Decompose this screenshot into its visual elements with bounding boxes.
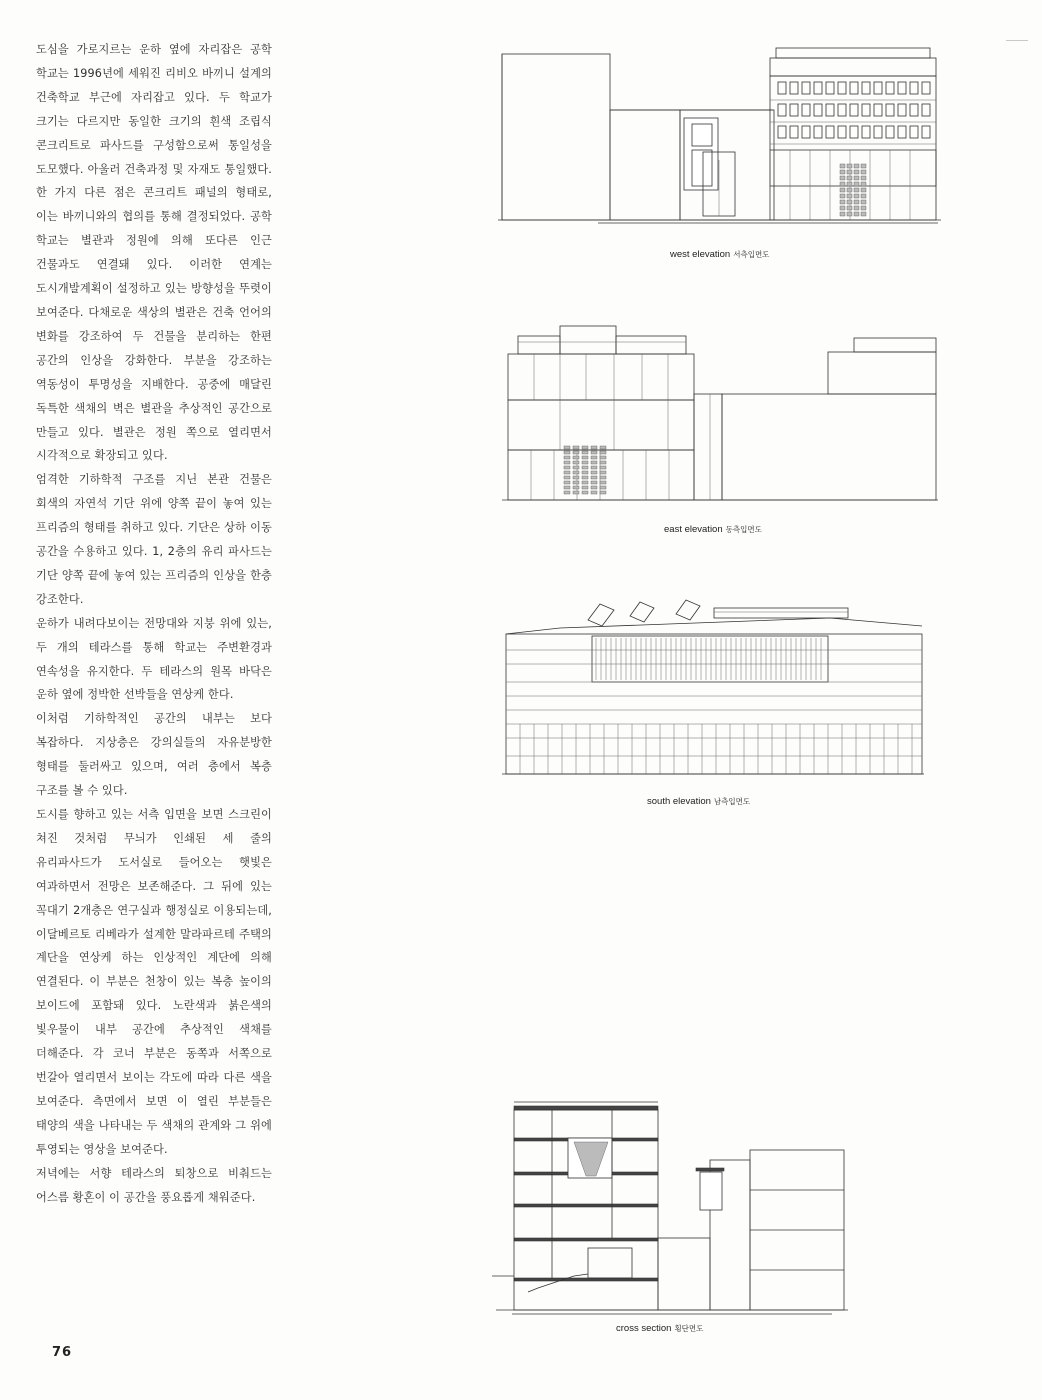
- window: [910, 104, 918, 116]
- print-pattern: [582, 466, 588, 469]
- print-pattern: [582, 491, 588, 494]
- window: [814, 126, 822, 138]
- print-pattern: [854, 206, 859, 210]
- window: [862, 126, 870, 138]
- paragraph-3: 운하가 내려다보이는 전망대와 지붕 위에 있는, 두 개의 테라스를 통해 학교는 주변환경과 연속성을 유지한다. 두 테라스의 원목 바닥은 운하 옆에 정박한 선박들을 연상케 한다.: [36, 616, 272, 702]
- window: [790, 104, 798, 116]
- print-pattern: [591, 491, 597, 494]
- print-pattern: [591, 481, 597, 484]
- print-pattern: [600, 456, 606, 459]
- window: [814, 104, 822, 116]
- window: [850, 126, 858, 138]
- print-pattern: [840, 182, 845, 186]
- window: [922, 104, 930, 116]
- paragraph-6: 저녁에는 서향 테라스의 퇴창으로 비춰드는 어스름 황혼이 이 공간을 풍요롭게 채워준다.: [36, 1166, 272, 1204]
- caption-kr: 서측입면도: [733, 250, 770, 259]
- print-pattern: [600, 461, 606, 464]
- south-elevation-drawing: [500, 598, 925, 778]
- paragraph-4: 이처럼 기하학적인 공간의 내부는 보다 복잡하다. 지상층은 강의실들의 자유분방한 형태를 둘러싸고 있으며, 여러 층에서 복층 구조를 볼 수 있다.: [36, 712, 272, 798]
- edge-mark: [1006, 40, 1028, 41]
- window: [838, 126, 846, 138]
- print-pattern: [847, 194, 852, 198]
- window: [874, 126, 882, 138]
- print-pattern: [582, 476, 588, 479]
- print-pattern: [861, 188, 866, 192]
- print-pattern: [854, 188, 859, 192]
- window: [922, 82, 930, 94]
- print-pattern: [564, 451, 570, 454]
- window: [850, 82, 858, 94]
- print-pattern: [591, 476, 597, 479]
- print-pattern: [840, 200, 845, 204]
- window: [802, 82, 810, 94]
- print-pattern: [854, 194, 859, 198]
- window: [922, 126, 930, 138]
- window: [778, 104, 786, 116]
- print-pattern: [564, 471, 570, 474]
- window: [910, 82, 918, 94]
- print-pattern: [591, 486, 597, 489]
- window: [790, 126, 798, 138]
- caption-en: cross section: [616, 1323, 672, 1334]
- caption-kr: 횡단면도: [674, 1324, 704, 1333]
- print-pattern: [582, 461, 588, 464]
- window: [886, 126, 894, 138]
- caption-kr: 동측입면도: [725, 525, 762, 534]
- print-pattern: [582, 471, 588, 474]
- window: [898, 82, 906, 94]
- print-pattern: [591, 456, 597, 459]
- print-pattern: [564, 486, 570, 489]
- print-pattern: [840, 188, 845, 192]
- window: [862, 82, 870, 94]
- window: [874, 82, 882, 94]
- print-pattern: [854, 200, 859, 204]
- print-pattern: [840, 164, 845, 168]
- print-pattern: [854, 170, 859, 174]
- print-pattern: [847, 164, 852, 168]
- print-pattern: [564, 476, 570, 479]
- print-pattern: [854, 176, 859, 180]
- print-pattern: [840, 212, 845, 216]
- print-pattern: [573, 491, 579, 494]
- window: [826, 126, 834, 138]
- print-pattern: [854, 182, 859, 186]
- print-pattern: [564, 456, 570, 459]
- print-pattern: [591, 451, 597, 454]
- print-pattern: [582, 451, 588, 454]
- print-pattern: [582, 456, 588, 459]
- print-pattern: [861, 200, 866, 204]
- print-pattern: [861, 182, 866, 186]
- print-pattern: [573, 456, 579, 459]
- print-pattern: [600, 481, 606, 484]
- print-pattern: [573, 461, 579, 464]
- print-pattern: [582, 486, 588, 489]
- print-pattern: [600, 466, 606, 469]
- window: [778, 126, 786, 138]
- print-pattern: [847, 176, 852, 180]
- print-pattern: [600, 476, 606, 479]
- print-pattern: [591, 471, 597, 474]
- window: [898, 126, 906, 138]
- print-pattern: [847, 206, 852, 210]
- window: [778, 82, 786, 94]
- print-pattern: [840, 170, 845, 174]
- print-pattern: [600, 451, 606, 454]
- print-pattern: [840, 206, 845, 210]
- body-text-column: [36, 38, 272, 1209]
- window: [814, 82, 822, 94]
- floor-slab: [514, 1278, 658, 1281]
- print-pattern: [861, 176, 866, 180]
- caption-kr: 남측입면도: [713, 797, 751, 806]
- print-pattern: [564, 491, 570, 494]
- print-pattern: [861, 164, 866, 168]
- print-pattern: [847, 170, 852, 174]
- print-pattern: [591, 461, 597, 464]
- print-pattern: [840, 194, 845, 198]
- caption-en: east elevation: [664, 524, 723, 535]
- page-number: 76: [52, 1345, 73, 1360]
- window: [898, 104, 906, 116]
- print-pattern: [564, 446, 570, 449]
- window: [826, 104, 834, 116]
- print-pattern: [847, 188, 852, 192]
- paragraph-5: 도시를 향하고 있는 서측 입면을 보면 스크린이 쳐진 것처럼 무늬가 인쇄된 세 줄의 유리파사드가 도서실로 들어오는 햇빛은 여과하면서 전망은 보존해준다. 그 뒤에 있는 꼭대기 2개층은 연구실과 행정실로 이용되는데, 이달베르토 리베라가 설계한 말라파르테 주택의 계단을 연상케 하는 인상적인 계단에 의해 연결된다. 이 부분은 천창이 있는 복층 높이의 보이드에 포함돼 있다. 노란색과 붉은색의 빛우물이 내부 공간에 추상적인 색채를 더해준다. 각 코너 부분은 동쪽과 서쪽으로 번갈아 열리면서 보이는 각도에 따라 다른 색을 보여준다. 측면에서 보면 이 열린 부분들은 태양의 색을 나타내는 두 색채의 관계와 그 위에 투영되는 영상을 보여준다.: [36, 808, 272, 1156]
- print-pattern: [573, 451, 579, 454]
- window: [910, 126, 918, 138]
- window: [790, 82, 798, 94]
- print-pattern: [564, 461, 570, 464]
- print-pattern: [573, 466, 579, 469]
- print-pattern: [600, 471, 606, 474]
- east-elevation-caption: [664, 524, 762, 535]
- print-pattern: [591, 446, 597, 449]
- window: [802, 104, 810, 116]
- window: [838, 82, 846, 94]
- floor-slab: [514, 1204, 658, 1207]
- print-pattern: [564, 481, 570, 484]
- caption-en: west elevation: [670, 249, 731, 260]
- window: [838, 104, 846, 116]
- floor-slab: [514, 1238, 658, 1241]
- window: [874, 104, 882, 116]
- print-pattern: [573, 446, 579, 449]
- cross-section-caption: [616, 1323, 703, 1334]
- print-pattern: [847, 212, 852, 216]
- print-pattern: [861, 170, 866, 174]
- print-pattern: [861, 194, 866, 198]
- window: [826, 82, 834, 94]
- print-pattern: [591, 466, 597, 469]
- paragraph-1: 도심을 가로지르는 운하 옆에 자리잡은 공학 학교는 1996년에 세워진 리비오 바끼니 설계의 건축학교 부근에 자리잡고 있다. 두 학교가 크기는 다르지만 동일한 크기의 흰색 조립식 콘크리트로 파사드를 구성함으로써 통일성을 도모했다. 아울러 건축과정 및 자재도 통일했다. 한 가지 다른 점은 콘크리트 패널의 형태로, 이는 바끼니와의 협의를 통해 결정되었다. 공학 학교는 별관과 정원에 의해 또다른 인근 건물과도 연결돼 있다. 이러한 연계는 도시개발계획이 설정하고 있는 방향성을 뚜렷이 보여준다. 다채로운 색상의 별관은 건축 언어의 변화를 강조하여 두 건물을 분리하는 한편 공간의 인상을 강화한다. 부분을 강조하는 역동성이 투명성을 지배한다. 공중에 매달린 독특한 색채의 벽은 별관을 추상적인 공간으로 만들고 있다. 별관은 정원 쪽으로 열리면서 시각적으로 확장되고 있다.: [36, 43, 272, 463]
- print-pattern: [854, 164, 859, 168]
- west-elevation-caption: [670, 249, 769, 260]
- print-pattern: [564, 466, 570, 469]
- window: [886, 104, 894, 116]
- print-pattern: [847, 200, 852, 204]
- print-pattern: [573, 486, 579, 489]
- print-pattern: [861, 206, 866, 210]
- cross-section-drawing: [492, 1098, 852, 1318]
- window: [850, 104, 858, 116]
- window: [802, 126, 810, 138]
- print-pattern: [573, 476, 579, 479]
- print-pattern: [573, 471, 579, 474]
- print-pattern: [582, 446, 588, 449]
- window: [862, 104, 870, 116]
- paragraph-2: 엄격한 기하학적 구조를 지닌 본관 건물은 회색의 자연석 기단 위에 양쪽 끝이 놓여 있는 프리즘의 형태를 취하고 있다. 기단은 상하 이동 공간을 수용하고 있다. 1, 2층의 유리 파사드는 기단 양쪽 끝에 놓여 있는 프리즘의 인상을 한층 강조한다.: [36, 473, 272, 606]
- print-pattern: [840, 176, 845, 180]
- print-pattern: [573, 481, 579, 484]
- caption-en: south elevation: [647, 796, 711, 807]
- window: [886, 82, 894, 94]
- print-pattern: [600, 491, 606, 494]
- west-elevation-drawing: [498, 40, 943, 230]
- print-pattern: [861, 212, 866, 216]
- south-elevation-caption: [647, 796, 750, 807]
- print-pattern: [600, 486, 606, 489]
- print-pattern: [600, 446, 606, 449]
- print-pattern: [854, 212, 859, 216]
- print-pattern: [582, 481, 588, 484]
- print-pattern: [847, 182, 852, 186]
- east-elevation-drawing: [498, 322, 943, 512]
